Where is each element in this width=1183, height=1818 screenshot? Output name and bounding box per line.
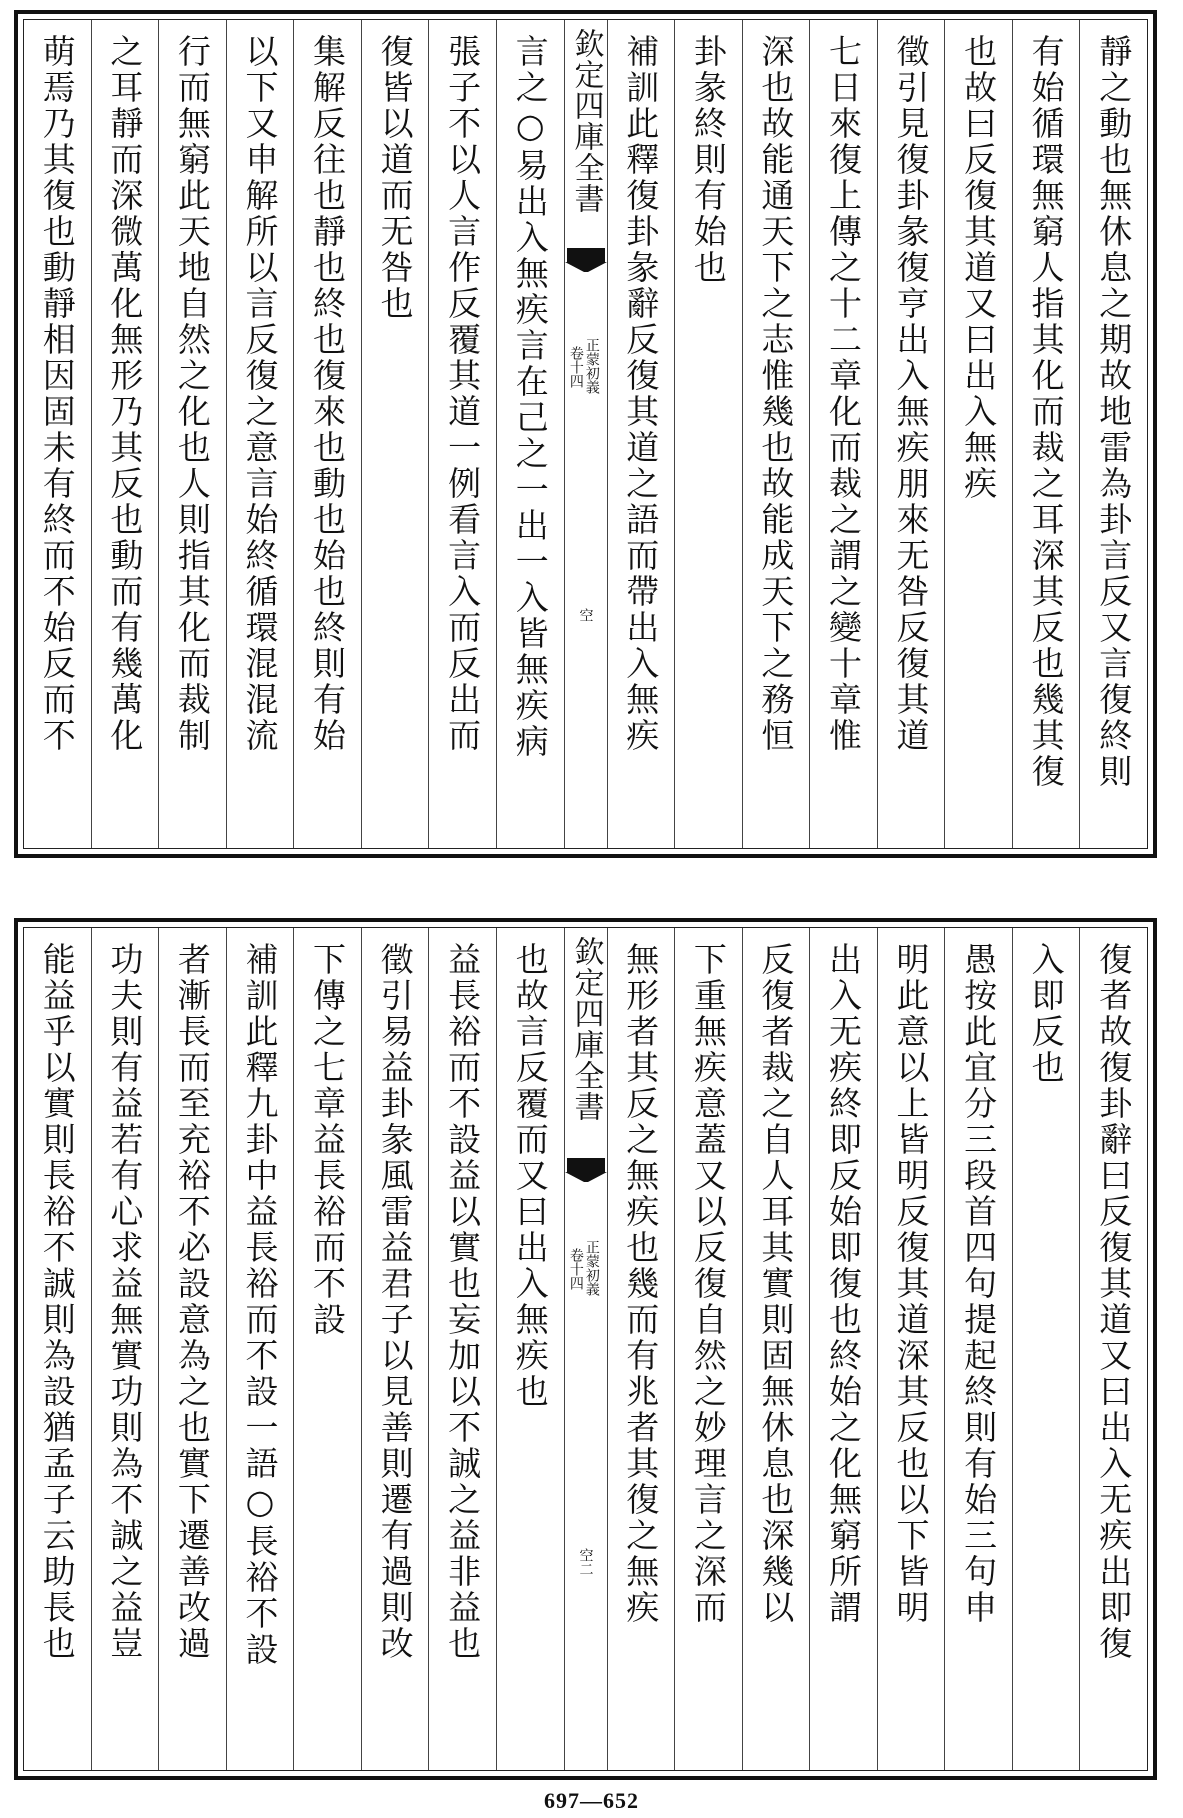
text-column: 靜之動也無休息之期故地雷為卦言反又言復終則 [1079, 20, 1147, 848]
text-column: 徵引易益卦彖風雷益君子以見善則遷有過則改 [361, 928, 429, 1770]
juan-number: 卷十四 [567, 346, 584, 388]
text-column: 也故曰反復其道又曰出入無疾 [944, 20, 1012, 848]
text-column: 補訓此釋復卦彖辭反復其道之語而帶出入無疾 [607, 20, 675, 848]
text-column: 也故言反覆而又曰出入無疾也 [496, 928, 564, 1770]
fish-tail-mark [567, 1158, 605, 1172]
text-column: 者漸長而至充裕不必設意為之也實下遷善改過 [158, 928, 226, 1770]
text-column: 反復者裁之自人耳其實則固無休息也深幾以 [742, 928, 810, 1770]
book-series-title: 欽定四庫全書 [568, 936, 604, 1122]
lower-page-columns [23, 927, 1148, 1771]
text-column: 出入无疾終即反始即復也終始之化無窮所謂 [809, 928, 877, 1770]
text-column: 明此意以上皆明反復其道深其反也以下皆明 [877, 928, 945, 1770]
lower-page [14, 918, 1157, 1780]
text-column: 之耳靜而深微萬化無形乃其反也動而有幾萬化 [91, 20, 159, 848]
upper-page-columns [23, 19, 1148, 849]
leaf-number: 空二 [577, 1548, 594, 1576]
book-name: 正蒙初義 [583, 338, 600, 394]
text-column: 言之○易出入無疾言在己之一出一入皆無疾病 [496, 20, 564, 848]
text-column: 無形者其反之無疾也幾而有兆者其復之無疾 [607, 928, 675, 1770]
text-column: 徵引見復卦彖復亨出入無疾朋來无咎反復其道 [877, 20, 945, 848]
book-name: 正蒙初義 [583, 1240, 600, 1296]
fish-tail-mark [567, 248, 605, 262]
text-column: 下重無疾意蓋又以反復自然之妙理言之深而 [674, 928, 742, 1770]
leaf-number: 空 [577, 608, 594, 622]
text-column: 功夫則有益若有心求益無實功則為不誠之益豈 [91, 928, 159, 1770]
center-fold-strip [564, 20, 607, 848]
fish-tail-mark [565, 1172, 607, 1182]
fish-tail-mark [565, 262, 607, 272]
text-column: 萌焉乃其復也動靜相因固未有終而不始反而不 [37, 34, 77, 754]
book-series-title: 欽定四庫全書 [568, 28, 604, 214]
text-column: 以下又申解所以言反復之意言始終循環混混流 [226, 20, 294, 848]
text-column: 卦彖終則有始也 [674, 20, 742, 848]
text-column: 集解反往也靜也終也復來也動也始也終則有始 [293, 20, 361, 848]
page-number-footer: 697—652 [544, 1788, 639, 1813]
text-column: 有始循環無窮人指其化而裁之耳深其反也幾其復 [1012, 20, 1080, 848]
text-column: 下傳之七章益長裕而不設 [293, 928, 361, 1770]
text-column: 能益乎以實則長裕不誠則為設猶孟子云助長也 [37, 942, 77, 1662]
text-column: 復者故復卦辭曰反復其道又曰出入无疾出即復 [1079, 928, 1147, 1770]
text-column: 張子不以人言作反覆其道一例看言入而反出而 [428, 20, 496, 848]
text-column: 補訓此釋九卦中益長裕而不設一語○長裕不設 [226, 928, 294, 1770]
text-column: 愚按此宜分三段首四句提起終則有始三句申 [944, 928, 1012, 1770]
juan-number: 卷十四 [567, 1248, 584, 1290]
text-column: 七日來復上傳之十二章化而裁之謂之變十章惟 [809, 20, 877, 848]
text-column: 入即反也 [1012, 928, 1080, 1770]
text-column: 益長裕而不設益以實也妄加以不誠之益非益也 [428, 928, 496, 1770]
center-fold-strip [564, 928, 607, 1770]
text-column: 復皆以道而无咎也 [361, 20, 429, 848]
upper-page [14, 10, 1157, 858]
text-column: 行而無窮此天地自然之化也人則指其化而裁制 [158, 20, 226, 848]
text-column: 深也故能通天下之志惟幾也故能成天下之務恒 [742, 20, 810, 848]
